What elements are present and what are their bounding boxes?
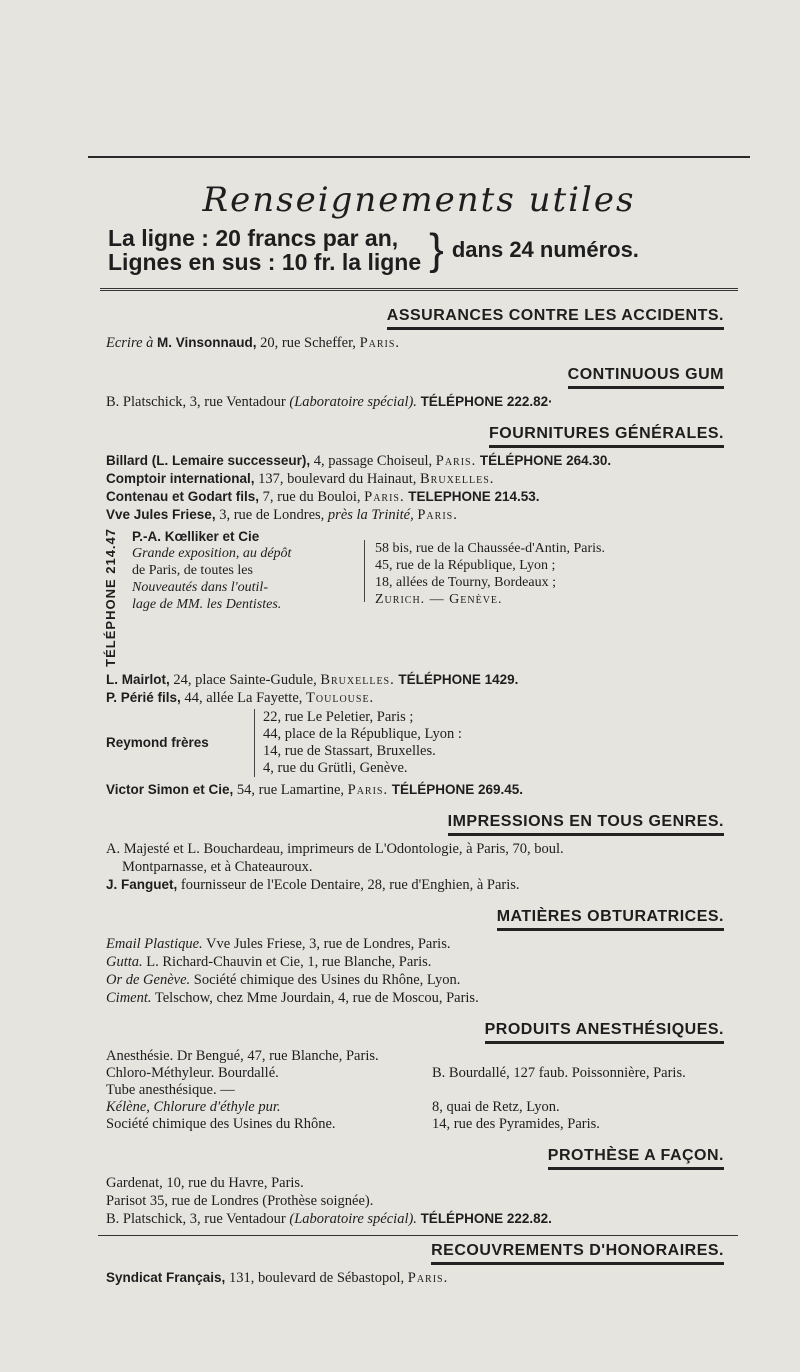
- page-title: Renseignements utiles: [202, 180, 636, 220]
- entry-or: Or de Genève. Société chimique des Usines du Rhône, Lyon.: [106, 971, 461, 988]
- entry-simon: Victor Simon et Cie, 54, rue Lamartine, Paris. TÉLÉPHONE 269.45.: [106, 781, 524, 798]
- section-recouvrements: RECOUVREMENTS D'HONORAIRES.: [88, 1242, 724, 1265]
- entry-platschick-2: B. Platschick, 3, rue Ventadour (Laboratoire spécial). TÉLÉPHONE 222.82.: [106, 1210, 552, 1227]
- divider: [100, 288, 738, 293]
- entry-reymond: Reymond frères 22, rue Le Peletier, Paris ; 44, place de la République, Lyon : 14, rue de Stassart, Bruxelles. 4, rue du Grütli, Genève.: [106, 708, 462, 776]
- section-assurances: ASSURANCES CONTRE LES ACCIDENTS.: [88, 307, 724, 330]
- section-fournitures: FOURNITURES GÉNÉRALES.: [88, 425, 724, 448]
- entry-gutta: Gutta. L. Richard-Chauvin et Cie, 1, rue Blanche, Paris.: [106, 953, 432, 970]
- entry-friese: Vve Jules Friese, 3, rue de Londres, près la Trinité, Paris.: [106, 507, 458, 523]
- section-gum: CONTINUOUS GUM: [88, 366, 724, 389]
- entry-billard: Billard (L. Lemaire successeur), 4, passage Choiseul, Paris. TÉLÉPHONE 264.30.: [106, 453, 612, 469]
- entry-mairlot: L. Mairlot, 24, place Sainte-Gudule, Bruxelles. TÉLÉPHONE 1429.: [106, 671, 519, 688]
- telephone-vertical: TÉLÉPHONE 214.47: [103, 528, 118, 667]
- entry-anesthesiques: Anesthésie. Dr Bengué, 47, rue Blanche, Paris. Chloro-Méthyleur. Bourdallé. Tube anesthésique. — Kélène, Chlorure d'éthyle pur. Société chimique des Usines du Rhône. B. Bourdallé, 127 faub. Poissonnière, Paris. 8, quai de Retz, Lyon. 14, rue des Pyramides, Paris.: [106, 1047, 686, 1132]
- entry-contenau: Contenau et Godart fils, 7, rue du Bouloi, Paris. TELEPHONE 214.53.: [106, 489, 540, 505]
- entry-majeste: A. Majesté et L. Bouchardeau, imprimeurs de L'Odontologie, à Paris, 70, boul.: [106, 840, 564, 857]
- section-prothese: PROTHÈSE A FAÇON.: [88, 1147, 724, 1170]
- document-frame: [88, 156, 750, 1286]
- entry-perie: P. Périé fils, 44, allée La Fayette, Toulouse.: [106, 689, 375, 706]
- entry-fanguet: J. Fanguet, fournisseur de l'Ecole Dentaire, 28, rue d'Enghien, à Paris.: [106, 876, 520, 893]
- entry-syndicat: Syndicat Français, 131, boulevard de Sébastopol, Paris.: [106, 1269, 449, 1286]
- entry-platschick: B. Platschick, 3, rue Ventadour (Laboratoire spécial). TÉLÉPHONE 222.82·: [106, 394, 553, 410]
- entry-parisot: Parisot 35, rue de Londres (Prothèse soignée).: [106, 1192, 374, 1209]
- section-matieres: MATIÈRES OBTURATRICES.: [88, 908, 724, 931]
- entry-majeste-cont: Montparnasse, et à Chateauroux.: [122, 858, 313, 875]
- section-produits: PRODUITS ANESTHÉSIQUES.: [88, 1021, 724, 1044]
- brace-icon: }: [429, 225, 444, 274]
- tarif-right: dans 24 numéros.: [451, 237, 639, 262]
- tarif-line-2: Lignes en sus : 10 fr. la ligne: [108, 249, 422, 275]
- entry-ciment: Ciment. Telschow, chez Mme Jourdain, 4, rue de Moscou, Paris.: [106, 989, 479, 1006]
- entry-vinsonnaud: Ecrire à M. Vinsonnaud, 20, rue Scheffer, Paris.: [106, 335, 401, 351]
- section-impressions: IMPRESSIONS EN TOUS GENRES.: [88, 813, 724, 836]
- tarif-line-1: La ligne : 20 francs par an,: [108, 225, 399, 251]
- entry-email: Email Plastique. Vve Jules Friese, 3, rue de Londres, Paris.: [106, 935, 451, 952]
- entry-comptoir: Comptoir international, 137, boulevard du Hainaut, Bruxelles.: [106, 471, 495, 487]
- tarif-block: [108, 226, 750, 274]
- entry-koelliker: TÉLÉPHONE 214.47 P.-A. Kœlliker et Cie Grande exposition, au dépôt de Paris, de toutes les Nouveautés dans l'outil- lage de MM. les Dentistes. 58 bis, rue de la Chaussée-d'Antin, Paris. 45, rue de la République, Lyon ; 18, allées de Tourny, Bordeaux ; Zurich. — Genève.: [103, 528, 605, 667]
- entry-gardenat: Gardenat, 10, rue du Havre, Paris.: [106, 1174, 304, 1191]
